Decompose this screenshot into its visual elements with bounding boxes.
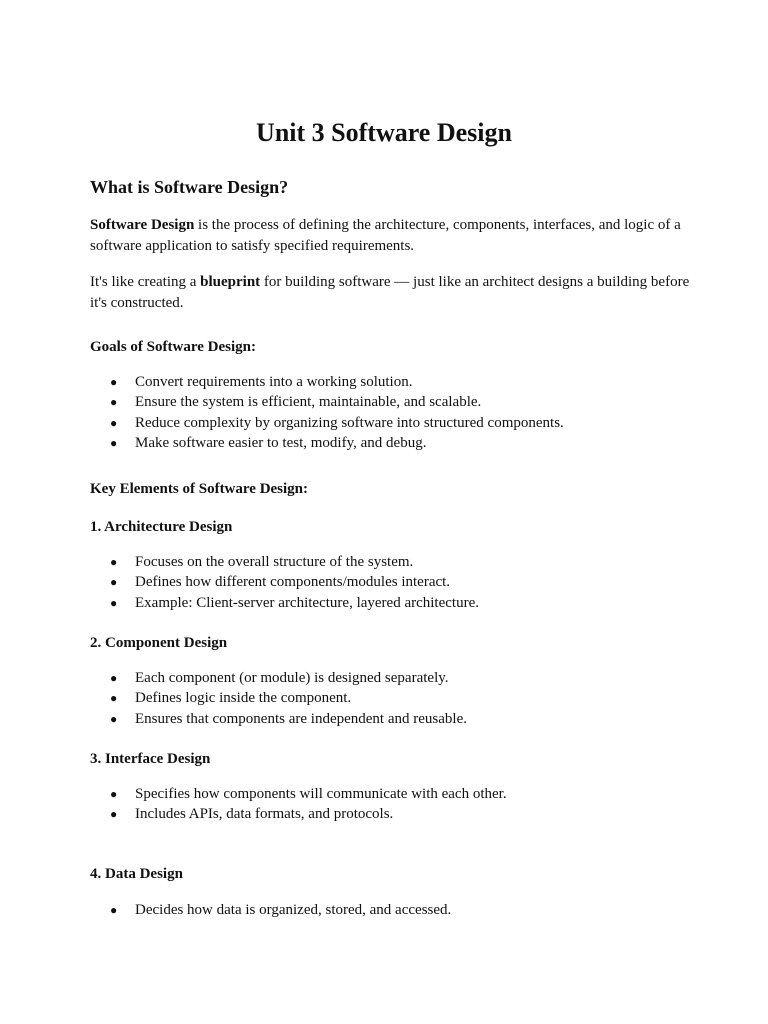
analogy-paragraph: [90, 272, 690, 313]
architecture-design-heading: 1. Architecture Design: [90, 519, 233, 535]
list-item: ● Convert requirements into a working solution.: [110, 372, 710, 392]
list-item: ● Example: Client-server architecture, layered architecture.: [110, 593, 710, 613]
key-elements-heading: Key Elements of Software Design:: [90, 481, 309, 497]
section-heading: What is Software Design?: [90, 177, 289, 197]
analogy-before: It's like creating a: [90, 274, 201, 290]
list-item: ● Ensures that components are independent and reusable.: [110, 709, 710, 729]
intro-term: Software Design: [90, 217, 195, 233]
intro-definition: is the process of defining the architecture, components, interfaces, and logic of a software application to satisfy specified requirements.: [90, 217, 681, 254]
architecture-design-list: [110, 552, 710, 613]
interface-design-heading: 3. Interface Design: [90, 751, 211, 767]
list-item: ● Focuses on the overall structure of the system.: [110, 552, 710, 572]
list-item: ● Each component (or module) is designed separately.: [110, 668, 710, 688]
document-title: Unit 3 Software Design: [256, 118, 512, 147]
list-item: ● Make software easier to test, modify, and debug.: [110, 433, 710, 453]
data-design-list: [110, 900, 710, 920]
list-item: ● Decides how data is organized, stored, and accessed.: [110, 900, 710, 920]
analogy-emphasis: blueprint: [200, 274, 261, 290]
interface-design-list: [110, 784, 710, 825]
list-item: ● Ensure the system is efficient, maintainable, and scalable.: [110, 392, 710, 412]
list-item: ● Includes APIs, data formats, and protocols.: [110, 804, 710, 824]
analogy-after: for building software — just like an architect designs a building before it's constructed.: [90, 274, 690, 311]
list-item: ● Defines logic inside the component.: [110, 688, 710, 708]
goals-list: [110, 372, 710, 453]
list-item: ● Reduce complexity by organizing software into structured components.: [110, 413, 710, 433]
list-item: ● Specifies how components will communicate with each other.: [110, 784, 710, 804]
component-design-heading: 2. Component Design: [90, 635, 228, 651]
component-design-list: [110, 668, 710, 729]
goals-heading: Goals of Software Design:: [90, 339, 256, 355]
intro-paragraph: [90, 215, 690, 256]
list-item: ● Defines how different components/modules interact.: [110, 572, 710, 592]
data-design-heading: 4. Data Design: [90, 866, 183, 882]
